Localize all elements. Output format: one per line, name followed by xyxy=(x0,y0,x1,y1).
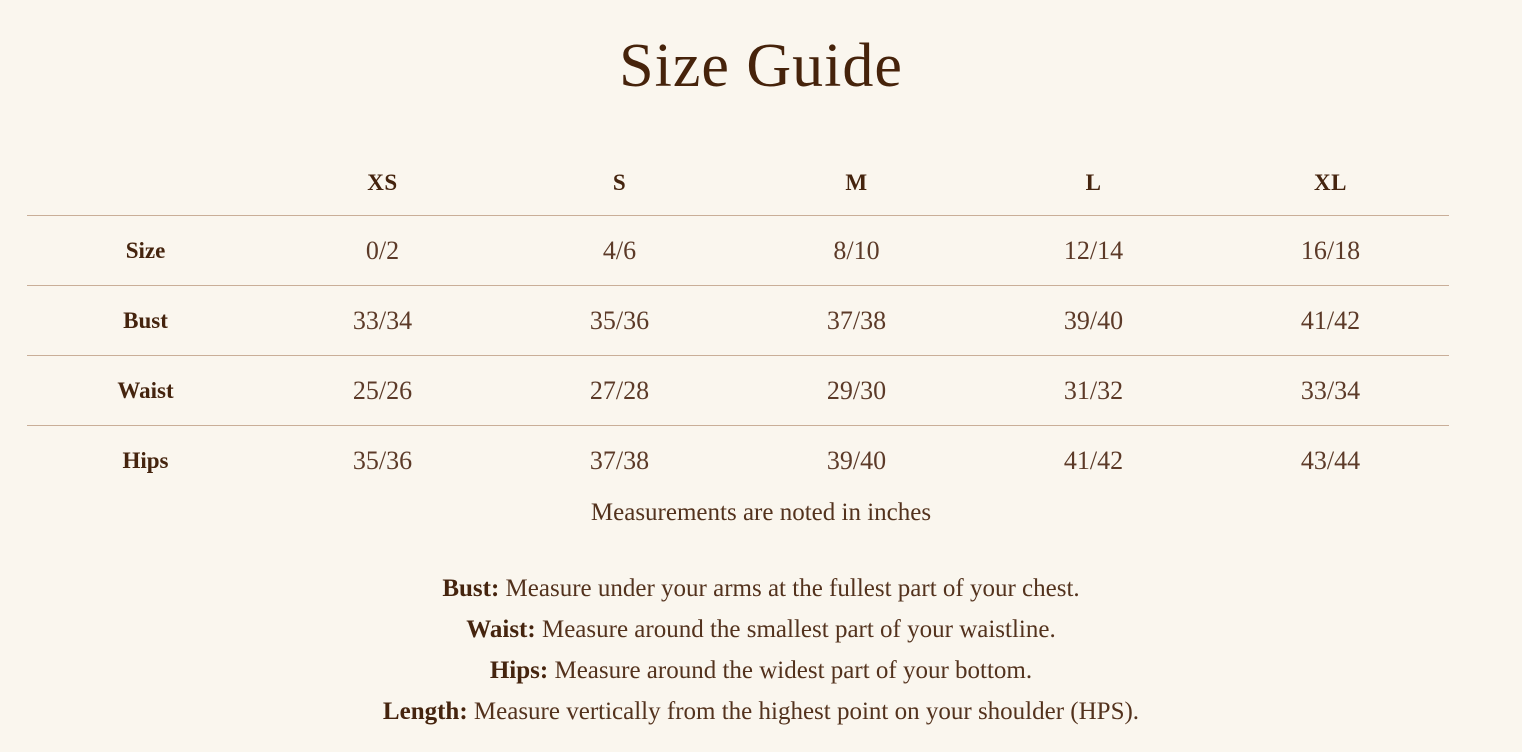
size-guide-table xyxy=(27,150,1449,495)
row-label-bust: Bust xyxy=(123,307,168,333)
cell-waist-xs: 25/26 xyxy=(352,375,413,405)
cell-bust-s: 35/36 xyxy=(589,305,650,335)
cell-waist-s: 27/28 xyxy=(589,375,650,405)
cell-waist-m: 29/30 xyxy=(826,375,887,405)
column-header-xs: XS xyxy=(367,169,398,195)
units-note: Measurements are noted in inches xyxy=(590,499,932,526)
table-row-hips xyxy=(27,425,1449,495)
table-header-row xyxy=(27,150,1449,216)
column-header-m: M xyxy=(845,169,868,195)
instruction-bust xyxy=(0,568,1522,609)
cell-size-l: 12/14 xyxy=(1063,235,1124,265)
cell-hips-l: 41/42 xyxy=(1063,445,1124,475)
row-label-waist: Waist xyxy=(117,377,174,403)
page-title: Size Guide xyxy=(619,32,903,100)
cell-bust-l: 39/40 xyxy=(1063,305,1124,335)
cell-size-m: 8/10 xyxy=(833,235,880,265)
row-label-hips: Hips xyxy=(122,447,169,473)
instruction-length-text: Measure vertically from the highest point on your shoulder (HPS). xyxy=(467,698,1140,725)
instruction-bust-term: Bust: xyxy=(442,575,500,602)
row-label-size: Size xyxy=(125,237,166,263)
table-row-bust xyxy=(27,285,1449,355)
cell-size-xl: 16/18 xyxy=(1300,235,1361,265)
instruction-waist xyxy=(0,609,1522,650)
instruction-hips xyxy=(0,650,1522,691)
cell-hips-xs: 35/36 xyxy=(352,445,413,475)
table-row-waist xyxy=(27,355,1449,425)
cell-waist-xl: 33/34 xyxy=(1300,375,1361,405)
cell-size-s: 4/6 xyxy=(602,235,637,265)
cell-size-xs: 0/2 xyxy=(365,235,400,265)
measurement-instructions xyxy=(0,568,1522,732)
instruction-bust-text: Measure under your arms at the fullest part of your chest. xyxy=(499,575,1080,602)
column-header-l: L xyxy=(1085,169,1102,195)
cell-waist-l: 31/32 xyxy=(1063,375,1124,405)
column-header-s: S xyxy=(612,169,627,195)
cell-hips-xl: 43/44 xyxy=(1300,445,1361,475)
cell-bust-xs: 33/34 xyxy=(352,305,413,335)
instruction-hips-term: Hips: xyxy=(489,657,549,684)
instruction-waist-term: Waist: xyxy=(466,616,536,643)
table-row-size xyxy=(27,216,1449,285)
cell-bust-xl: 41/42 xyxy=(1300,305,1361,335)
instruction-length xyxy=(0,691,1522,732)
cell-bust-m: 37/38 xyxy=(826,305,887,335)
instruction-hips-text: Measure around the widest part of your bottom. xyxy=(548,657,1033,684)
cell-hips-m: 39/40 xyxy=(826,445,887,475)
cell-hips-s: 37/38 xyxy=(589,445,650,475)
instruction-waist-text: Measure around the smallest part of your waistline. xyxy=(535,616,1056,643)
column-header-xl: XL xyxy=(1314,169,1347,195)
instruction-length-term: Length: xyxy=(382,698,468,725)
